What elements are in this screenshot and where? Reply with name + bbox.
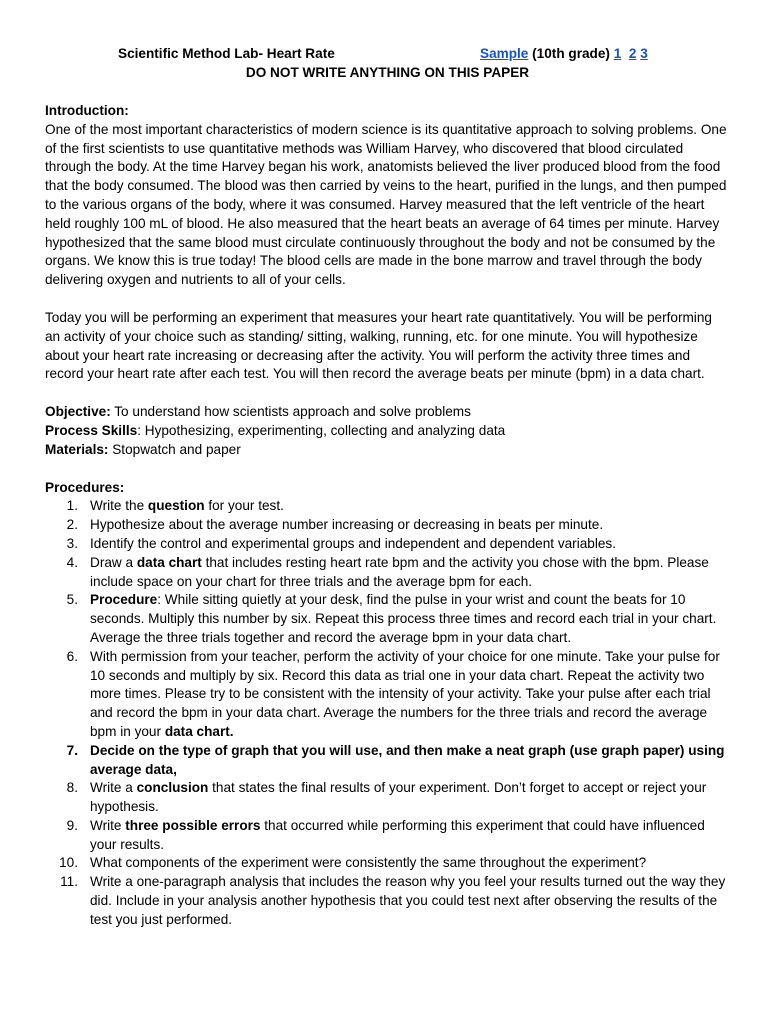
skills-line: [45, 422, 730, 441]
materials-text: Stopwatch and paper: [108, 441, 241, 457]
item-bold: three possible errors: [125, 817, 261, 833]
item-text: Write a: [90, 780, 137, 796]
procedure-item: [45, 497, 730, 516]
procedure-item: [45, 742, 730, 780]
grade-label: (10th grade): [532, 46, 610, 61]
sample-link[interactable]: Sample: [480, 46, 529, 61]
item-number: 11.: [60, 874, 78, 890]
sample-link-2[interactable]: 2: [628, 46, 637, 61]
item-bold: data chart: [136, 554, 202, 570]
item-bold: question: [147, 498, 205, 514]
procedures-section: [45, 479, 730, 930]
document-title: Scientific Method Lab- Heart Rate: [118, 46, 335, 61]
item-text: Draw a: [90, 554, 137, 570]
procedure-item: [45, 591, 730, 647]
procedures-heading: Procedures:: [45, 479, 125, 495]
procedure-item: [45, 779, 730, 817]
item-text: Write a one-paragraph analysis that includes the reason why you feel your results turned out the way they did. Include in your analysis another hypothesis that you could test next after observing the results of the test you just performed.: [90, 874, 726, 927]
item-number: 2.: [66, 517, 78, 533]
item-text: Hypothesize about the average number increasing or decreasing in beats per minute.: [90, 517, 604, 533]
item-number: 5.: [66, 592, 78, 608]
sample-link-3[interactable]: 3: [640, 46, 648, 61]
skills-text: : Hypothesizing, experimenting, collecting and analyzing data: [137, 422, 506, 438]
document-page: [45, 45, 730, 930]
objective-text: To understand how scientists approach and solve problems: [110, 404, 471, 420]
item-number: 10.: [59, 855, 78, 871]
item-text: that includes resting heart rate bpm and the activity you chose with the bpm. Please include space on your chart for three trials and the average bpm for each.: [90, 554, 709, 589]
procedure-item: [45, 648, 730, 742]
details-section: [45, 403, 730, 459]
procedure-item: [45, 516, 730, 535]
procedures-list: [45, 497, 730, 929]
item-text: With permission from your teacher, perform the activity of your choice for one minute. Take your pulse for 10 seconds and multiply by six. Record this data as trial one in your data chart. Repeat the activity two more times. Please try to be consistent with the intensity of your activity. Take your pulse after each trial and record the bpm in your data chart. Average the numbers for the three trials and record the average bpm in your: [90, 648, 720, 739]
procedure-item: [45, 873, 730, 929]
introduction-heading: Introduction:: [45, 103, 129, 118]
title-row: [45, 45, 730, 64]
item-number: 8.: [66, 780, 78, 796]
objective-line: [45, 403, 730, 422]
item-text: for your test.: [204, 498, 284, 514]
item-text: that states the final results of your experiment. Don’t forget to accept or reject your hypothesis.: [90, 780, 707, 815]
item-bold: data chart.: [164, 723, 234, 739]
item-number: 9.: [66, 817, 78, 833]
procedure-item: [45, 554, 730, 592]
item-number: 4.: [66, 554, 78, 570]
item-text: Identify the control and experimental groups and independent and dependent variables.: [90, 535, 617, 551]
procedure-item: [45, 854, 730, 873]
skills-label: Process Skills: [45, 422, 138, 438]
procedure-item: [45, 817, 730, 855]
item-number: 7.: [66, 742, 78, 758]
materials-label: Materials:: [45, 441, 109, 457]
item-number: 6.: [66, 648, 78, 664]
item-text: : While sitting quietly at your desk, find the pulse in your wrist and count the beats for 10 seconds. Multiply this number by six. Repeat this process three times and record each trial in your chart. Average the three trials together and record the average bpm in your data chart.: [90, 592, 717, 645]
item-bold: conclusion: [136, 780, 209, 796]
sample-links: [480, 45, 648, 64]
introduction-section: [45, 102, 730, 384]
introduction-paragraph-1: One of the most important characteristics of modern science is its quantitative approach to solving problems. One of the first scientists to use quantitative methods was William Harvey, who discovered that blood circulated through the body. At the time Harvey began his work, anatomists believed the liver produced blood from the food that the body consumed. The blood was then carried by veins to the heart, purified in the lungs, and then pumped to the various organs of the body, where it was consumed. Harvey measured that the left ventricle of the heart held roughly 100 mL of blood. He also measured that the heart beats an average of 64 times per minute. Harvey hypothesized that the same blood must circulate continuously throughout the body and not be consumed by the organs. We know this is true today! The blood cells are made in the bone marrow and travel through the body delivering oxygen and nutrients to all of your cells.: [45, 121, 727, 288]
sample-link-1[interactable]: 1: [613, 46, 622, 61]
item-number: 3.: [66, 535, 78, 551]
item-text: Write the: [90, 498, 148, 514]
item-number: 1.: [66, 498, 78, 514]
item-text: What components of the experiment were consistently the same throughout the experiment?: [90, 855, 647, 871]
item-text: Write: [90, 817, 126, 833]
item-bold: Decide on the type of graph that you will use, and then make a neat graph (use graph paper) using average data,: [90, 742, 725, 777]
item-bold: Procedure: [90, 592, 158, 608]
materials-line: [45, 441, 730, 460]
notice-heading: DO NOT WRITE ANYTHING ON THIS PAPER: [245, 65, 530, 80]
procedure-item: [45, 535, 730, 554]
item-text: that occurred while performing this experiment that could have influenced your results.: [90, 817, 705, 852]
objective-label: Objective:: [45, 404, 111, 420]
introduction-paragraph-2: Today you will be performing an experiment that measures your heart rate quantitatively. You will be performing an activity of your choice such as standing/ sitting, walking, running, etc. for one minute. You will hypothesize about your heart rate increasing or decreasing after the activity. You will perform the activity three times and record your heart rate after each test. You will then record the average beats per minute (bpm) in a data chart.: [45, 309, 712, 382]
